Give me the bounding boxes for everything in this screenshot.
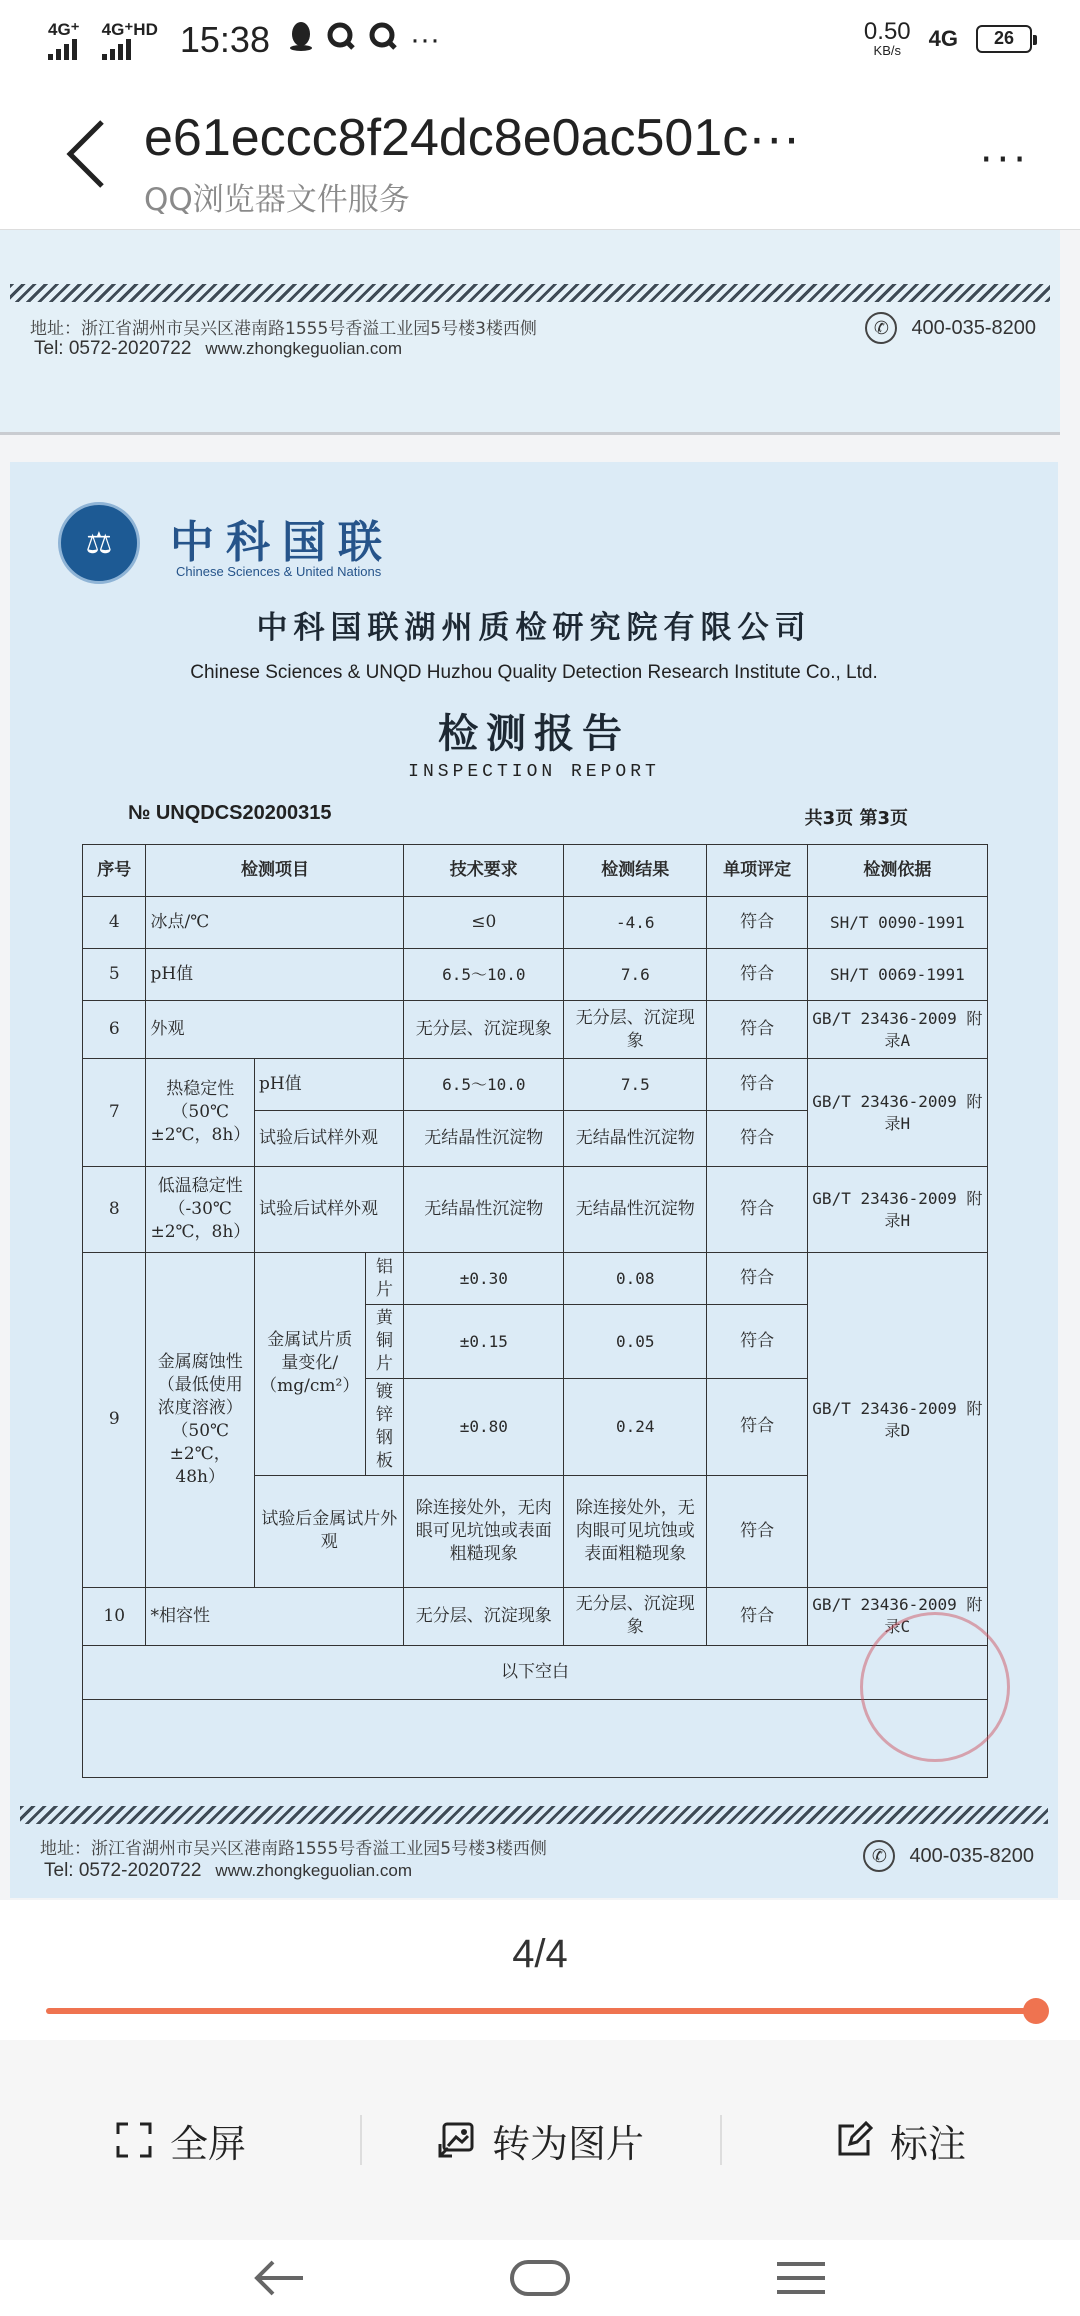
- fullscreen-icon: [114, 2120, 154, 2160]
- footer-hatch: [20, 1806, 1048, 1824]
- net-speed-unit: KB/s: [873, 43, 902, 58]
- phone-icon: ✆: [865, 312, 897, 344]
- cell: 9: [83, 1253, 146, 1588]
- file-subtitle: QQ浏览器文件服务: [144, 182, 410, 218]
- battery-icon: [976, 25, 1032, 53]
- sim2-label: 4G⁺HD: [101, 19, 158, 39]
- cell: 符合: [707, 897, 807, 949]
- cell: 除连接处外，无肉眼可见坑蚀或表面粗糙现象: [564, 1475, 707, 1587]
- cell: *相容性: [146, 1587, 404, 1645]
- cell: ±0.30: [404, 1253, 564, 1305]
- cell: 符合: [707, 1167, 807, 1253]
- footer-website: www.zhongkeguolian.com: [215, 1861, 412, 1880]
- cell: [83, 1699, 988, 1777]
- cell: SH/T 0069-1991: [807, 949, 987, 1001]
- table-header-row: [83, 845, 988, 897]
- annotate-button[interactable]: [720, 2113, 1080, 2168]
- footer-address: 地址：浙江省湖州市吴兴区港南路1555号香溢工业园5号楼3楼西侧: [30, 319, 537, 339]
- institute-name-en: Chinese Sciences & UNQD Huzhou Quality Detection Research Institute Co., Ltd.: [190, 662, 878, 683]
- more-menu-button[interactable]: ···: [979, 137, 1030, 183]
- header-judgement: 单项评定: [707, 845, 807, 897]
- cell: 7.6: [564, 949, 707, 1001]
- header-requirement: 技术要求: [404, 845, 564, 897]
- footer-hotline-number: 400-035-8200: [911, 316, 1036, 339]
- cell: 0.24: [564, 1378, 707, 1475]
- cell: 5: [83, 949, 146, 1001]
- header-item: 检测项目: [146, 845, 404, 897]
- cell: 黄铜片: [365, 1305, 404, 1379]
- document-page-4: [10, 462, 1058, 1898]
- table-row: [83, 1587, 988, 1645]
- cell: GB/T 23436-2009 附录D: [807, 1253, 987, 1588]
- nav-home-icon[interactable]: [508, 2258, 572, 2298]
- system-nav-bar: [0, 2240, 1080, 2316]
- report-number: № UNQDCS20200315: [128, 802, 332, 824]
- signal-icon: [48, 38, 77, 60]
- header-result: 检测结果: [564, 845, 707, 897]
- fullscreen-button[interactable]: [0, 2113, 360, 2168]
- footer-website: www.zhongkeguolian.com: [205, 339, 402, 358]
- bottom-toolbar: [0, 2040, 1080, 2240]
- cell: 符合: [707, 1587, 807, 1645]
- cell: ±0.80: [404, 1378, 564, 1475]
- annotate-label: 标注: [889, 2121, 966, 2166]
- cell: 热稳定性（50℃±2℃，8h）: [146, 1059, 255, 1167]
- progress-fill: [46, 2008, 1036, 2014]
- cell: 无结晶性沉淀物: [404, 1167, 564, 1253]
- cell: GB/T 23436-2009 附录H: [807, 1167, 987, 1253]
- cell: GB/T 23436-2009 附录C: [807, 1587, 987, 1645]
- cell: 10: [83, 1587, 146, 1645]
- inspection-table: [82, 844, 988, 1778]
- report-title-en: INSPECTION REPORT: [408, 762, 660, 782]
- nav-menu-icon[interactable]: [773, 2258, 829, 2298]
- report-page-info: 共3页 第3页: [804, 808, 908, 829]
- cell: 镀锌钢板: [365, 1378, 404, 1475]
- footer-hotline: [863, 1840, 1034, 1872]
- company-logo-icon: ⚖: [58, 502, 140, 584]
- cell: 0.05: [564, 1305, 707, 1379]
- footer-hotline-number: 400-035-8200: [909, 1844, 1034, 1867]
- table-row: [83, 897, 988, 949]
- cell: pH值: [146, 949, 404, 1001]
- page-progress-slider[interactable]: [46, 2008, 1036, 2014]
- cell: 除连接处外，无肉眼可见坑蚀或表面粗糙现象: [404, 1475, 564, 1587]
- cell: pH值: [254, 1059, 403, 1111]
- cell: 试验后试样外观: [254, 1167, 403, 1253]
- file-title: e61eccc8f24dc8e0ac501c···: [144, 109, 801, 167]
- cell: 符合: [707, 1475, 807, 1587]
- cell: 低温稳定性（-30℃±2℃，8h）: [146, 1167, 255, 1253]
- qq-browser-icon: [368, 21, 398, 59]
- edit-icon: [834, 2120, 874, 2160]
- footer-tel-number: Tel: 0572-2020722: [44, 1860, 202, 1881]
- nav-back-icon[interactable]: [251, 2258, 307, 2298]
- cell: 7: [83, 1059, 146, 1167]
- cell: 无结晶性沉淀物: [564, 1167, 707, 1253]
- cell: 6.5～10.0: [404, 1059, 564, 1111]
- table-row: [83, 1645, 988, 1699]
- footer-tel: [44, 1860, 412, 1882]
- table-row: [83, 1001, 988, 1059]
- table-row: [83, 949, 988, 1001]
- cell: 符合: [707, 949, 807, 1001]
- table-row: [83, 1167, 988, 1253]
- cell: 6.5～10.0: [404, 949, 564, 1001]
- net-speed-value: 0.50: [863, 18, 911, 45]
- clock: 15:38: [179, 19, 270, 60]
- cell: GB/T 23436-2009 附录H: [807, 1059, 987, 1167]
- cell: 符合: [707, 1059, 807, 1111]
- brand-name: 中科国联: [170, 517, 394, 568]
- cell: 符合: [707, 1001, 807, 1059]
- cell: 铝片: [365, 1253, 404, 1305]
- table-row-empty: [83, 1699, 988, 1777]
- footer-tel-number: Tel: 0572-2020722: [34, 338, 192, 359]
- sim1-label: 4G⁺: [48, 19, 80, 39]
- chevron-left-icon: [62, 118, 110, 190]
- cell: 无分层、沉淀现象: [564, 1001, 707, 1059]
- qq-penguin-icon: [288, 21, 314, 59]
- cell: 符合: [707, 1253, 807, 1305]
- cell: ±0.15: [404, 1305, 564, 1379]
- cell: 金属腐蚀性（最低使用浓度溶液）（50℃±2℃，48h）: [146, 1253, 255, 1588]
- footer-hotline: [865, 312, 1036, 344]
- cell: 符合: [707, 1111, 807, 1167]
- table-row: [83, 1059, 988, 1111]
- net-speed: [864, 20, 911, 57]
- cell: 符合: [707, 1305, 807, 1379]
- sim2-signal: [102, 21, 158, 60]
- page-indicator: 4/4: [512, 1932, 568, 1976]
- cell: 无结晶性沉淀物: [404, 1111, 564, 1167]
- cell: -4.6: [564, 897, 707, 949]
- qq-browser-icon: [326, 21, 356, 59]
- network-type: 4G: [928, 25, 958, 51]
- cell: 8: [83, 1167, 146, 1253]
- cell: 0.08: [564, 1253, 707, 1305]
- footer-tel: [34, 338, 402, 360]
- header-basis: 检测依据: [807, 845, 987, 897]
- document-page-3-bottom: [0, 230, 1060, 435]
- cell: 冰点/℃: [146, 897, 404, 949]
- footer-address: 地址：浙江省湖州市吴兴区港南路1555号香溢工业园5号楼3楼西侧: [40, 1839, 547, 1859]
- cell: ≤0: [404, 897, 564, 949]
- cell: SH/T 0090-1991: [807, 897, 987, 949]
- phone-icon: ✆: [863, 1840, 895, 1872]
- header-no: 序号: [83, 845, 146, 897]
- cell: 无结晶性沉淀物: [564, 1111, 707, 1167]
- cell: 无分层、沉淀现象: [404, 1001, 564, 1059]
- blank-note: 以下空白: [83, 1645, 988, 1699]
- institute-name: 中科国联湖州质检研究院有限公司: [256, 610, 812, 646]
- seal-stamp: [860, 1612, 1010, 1762]
- cell: 4: [83, 897, 146, 949]
- signal-icon: [102, 38, 131, 60]
- back-button[interactable]: [62, 118, 110, 190]
- brand-name-en: Chinese Sciences & United Nations: [176, 564, 382, 579]
- cell: GB/T 23436-2009 附录A: [807, 1001, 987, 1059]
- cell: 7.5: [564, 1059, 707, 1111]
- cell: 金属试片质量变化/（mg/cm²）: [254, 1253, 365, 1476]
- cell: 6: [83, 1001, 146, 1059]
- footer-hatch: [10, 284, 1050, 302]
- title-bar: [0, 80, 1080, 230]
- sim1-signal: [48, 21, 80, 60]
- status-bar: [0, 0, 1080, 80]
- cell: 试验后金属试片外观: [254, 1475, 403, 1587]
- fullscreen-label: 全屏: [169, 2121, 246, 2166]
- cell: 无分层、沉淀现象: [564, 1587, 707, 1645]
- report-title: 检测报告: [438, 710, 630, 757]
- cell: 无分层、沉淀现象: [404, 1587, 564, 1645]
- document-viewer[interactable]: [0, 230, 1080, 1900]
- convert-to-image-label: 转为图片: [491, 2121, 644, 2166]
- battery-level: 26: [993, 28, 1015, 48]
- progress-knob[interactable]: [1023, 1998, 1049, 2024]
- image-convert-icon: [436, 2120, 476, 2160]
- more-dots-icon: ···: [409, 23, 440, 56]
- table-row: [83, 1253, 988, 1305]
- convert-to-image-button[interactable]: [360, 2113, 720, 2168]
- cell: 外观: [146, 1001, 404, 1059]
- cell: 符合: [707, 1378, 807, 1475]
- cell: 试验后试样外观: [254, 1111, 403, 1167]
